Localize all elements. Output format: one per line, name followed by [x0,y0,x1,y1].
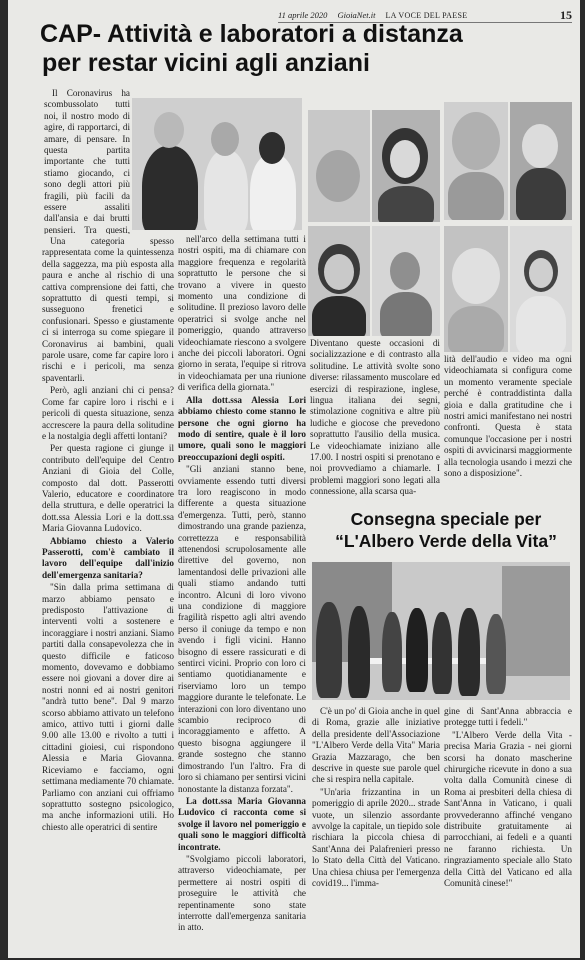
article-column-1 [44,88,130,234]
column2-paragraph: "Svolgiamo piccoli laboratori, attraverso videochiamate, per permettere ai nostri ospiti di proseguire le attività che repentinamente sono state interrotte dall'emergenza sanitaria in atto. [178,853,306,933]
article-column-3 [310,338,440,502]
second-article-title-line2: “L'Albero Verde della Vita” [335,531,557,551]
column2-paragraph: nell'arco della settimana tutti i nostri ospiti, ma di chiamare con maggiore frequenza e regolarità soprattutto le persone che si trovano a vivere in questo momento una condizione di solitudine. Il prezioso lavoro delle operatrici si svolge anche nel pomeriggio, quando attraverso videochiamate riescono a svolgere anche dei piccoli laboratori. Ogni giorno in serata, l'equipe si ritrova in videochiamata per una riunione di verifica della giornata." [178,234,306,393]
column6-paragraph: "L'Albero Verde della Vita - precisa Maria Grazia - nei giorni scorsi ha donato mascherine chirurgiche ricevute in dono a sua volta dalla Comunità cinese di Roma ai presbiteri della chiesa di Sant'Anna in Vaticano, i quali provvederanno affinché vengano distribuite gratuitamente ai parrocchiani, ai fedeli e a quanti ne faranno richiesta. Un ringraziamento speciale allo Stato della Città del Vaticano ed alla Comunità cinese!" [444,729,572,889]
second-article-title [316,508,576,552]
page-number: 15 [560,7,572,22]
column2-paragraph: La dott.ssa Maria Giovanna Ludovico ci racconta come si svolge il lavoro nel pomeriggio e quali sono le maggiori difficoltà incontrate. [178,795,306,852]
column3-paragraph: Diventano queste occasioni di socializzazione e di contrasto alla solitudine. Le attività svolte sono diverse: rilassamento muscolare ed esercizi di respirazione, inglese, lingua italiana dei segni, stimolazione cognitiva e altre più ludiche e giocose che prevedono soprattutto l'ausilio della musica. Le videochiamate iniziano alle 17.00. I nostri ospiti si prenotano e noi provvediamo a chiamarle. I problemi maggiori sono legati alla connessione, alla scarsa qua- [310,338,440,497]
photo-video-call-1 [308,110,370,222]
column2-paragraph: Alla dott.ssa Alessia Lori abbiamo chiesto come stanno le persone che ogni giorno ha modo di sentire, quale è il loro umore, quali sono le maggiori preoccupazioni degli ospiti. [178,394,306,462]
header-site: GioiaNet.it [337,10,376,20]
photo-video-call-4 [372,226,440,336]
column5-paragraph: C'è un po' di Gioia anche in quel di Roma, grazie alle iniziative della presidente dell'Associazione "L'Albero Verde della Vita" Maria Grazia Mazzarago, che ben descrive in queste sue parole quel che si respira nella capitale. [312,706,440,785]
newspaper-page [8,0,580,958]
column1-paragraph: Però, agli anziani chi ci pensa? Come far capire loro i rischi e i pericoli di questa situazione, senza accrescere la paura della solitudine e la nostalgia degli affetti lontani? [42,385,174,441]
photo-video-call-7 [444,226,508,352]
second-article-column-1 [312,706,440,950]
second-article-title-line1: Consegna speciale per [350,509,542,529]
column1-paragraph: Per questa ragione ci giunge il contributo dell'equipe del Centro Anziani di Gioia del Colle, composto dal dott. Passerotti Valerio, educatore e coordinatore della struttura, e delle operatrici la dott.ssa Alessia Lori e la dott.ssa Maria Giovanna Ludovico. [42,443,174,534]
article-column-4 [444,354,572,504]
column1-paragraph: Abbiamo chiesto a Valerio Passerotti, com'è cambiato il lavoro dell'equipe dall'inizio dell'emergenza sanitaria? [42,535,174,580]
article-title [40,20,570,78]
photo-video-call-2 [372,110,440,222]
column1-paragraph: Il Coronavirus ha scombussolato tutti noi, il nostro modo di agire, di rapportarci, di amare, di pensare. In questa partita importante che tutti stiamo giocando, ci sono degli attori più fragili, più facili da essere assaliti dall'ansia e dai brutti pensieri. Tra questi, [44,88,130,234]
column5-paragraph: "Un'aria frizzantina in un pomeriggio di aprile 2020... strade vuote, un silenzio assordante avvolge la capitale, un tiepido sole rischiara la piccola chiesa di Sant'Anna dei Palafrenieri presso lo Stato della Città del Vaticano. Una chiesa chiusa per l'emergenza covid19... l'imma- [312,786,440,889]
article-column-2 [178,234,306,948]
second-article-column-2 [444,706,572,950]
column1-paragraph: Una categoria spesso rappresentata come la quintessenza della saggezza, ma più esposta alla paura e anche al rischio di una cattiva comprensione dei fatti, che soprattutto di questi tempi, si susseguono frenetici e confusionari. Spesso e giustamente ci si interroga su come spiegare il Coronavirus ai bambini, quali parole usare, come far capire loro i rischi e i pericoli, ma senza spaventarli. [42,236,174,383]
article-title-line1: CAP- Attività e laboratori a distanza [40,20,463,48]
photo-equipe [132,98,302,230]
column4-paragraph: lità dell'audio e video ma ogni videochiamata si configura come un momento veramente speciale perché è contraddistinta dalla gioia e dalla gratitudine che i nostri amici manifestano nei nostri confronti. Questa è stata comunque l'occasione per i nostri ospiti di avvicinarsi maggiormente alla tecnologia usando i mezzi che sono a disposizione". [444,354,572,479]
photo-video-call-5 [444,102,508,220]
header-date: 11 aprile 2020 [278,10,328,20]
column6-paragraph: gine di Sant'Anna abbraccia e protegge tutti i fedeli." [444,706,572,728]
article-title-line2: per restar vicini agli anziani [42,49,370,77]
article-column-1-main [42,236,174,948]
header-paper-name: LA VOCE DEL PAESE [385,10,468,20]
photo-video-call-3 [308,226,370,336]
photo-video-call-8 [510,226,572,352]
photo-delivery-group [312,562,570,700]
column1-paragraph: "Sin dalla prima settimana di marzo abbiamo pensato e predisposto l'attivazione di interventi volti a sostenere e incoraggiare i nostri anziani. Siamo partiti dalla consapevolezza che in questo difficile e faticoso momento, dovevamo e dobbiamo essere noi giovani a dover dire ai nostri nonni ed ai nostri genitori "andrà tutto bene". Dal 9 marzo scorso abbiamo attivato un telefono amico, attivo tutti i giorni dalle 9.00 alle 13.00 e rivolto a tutti i cittadini gioiesi, cui rispondono Alessia e Maria Giovanna. Riceviamo e facciamo, ogni settimana mediamente 70 chiamate. Parliamo con anziani cui offriamo soprattutto sostegno psicologico, ma anche informazioni utili. Ho chiesto alle operatrici di sentire [42,582,174,832]
photo-video-call-6 [510,102,572,220]
column2-paragraph: "Gli anziani stanno bene, ovviamente essendo tutti diversi tra loro reagiscono in modo differente a questa situazione d'emergenza. Tutti, però, stanno dimostrando una grande pazienza, correttezza e responsabilità attenendosi scrupolosamente alle direttive del governo, non lamentandosi delle privazioni alle quali stiamo andando tutti incontro. Alcuni di loro vivono una condizione di maggiore fragilità rispetto agli altri avendo perso il coniuge da tempo e non avendo i figli vicini. Hanno bisogno di essere rassicurati e di sentirci vicini. Proprio con loro ci sentiamo quotidianamente e riserviamo loro un tempo maggiore durante le telefonate. Le interazioni con loro diventano uno scambio reciproco di incoraggiamento e affetto. A questo bisogna aggiungere il grande sostegno che stanno dimostrando l'un l'altro. Fra di loro si chiamano per sentirsi vicini nonostante la distanza forzata". [178,464,306,794]
